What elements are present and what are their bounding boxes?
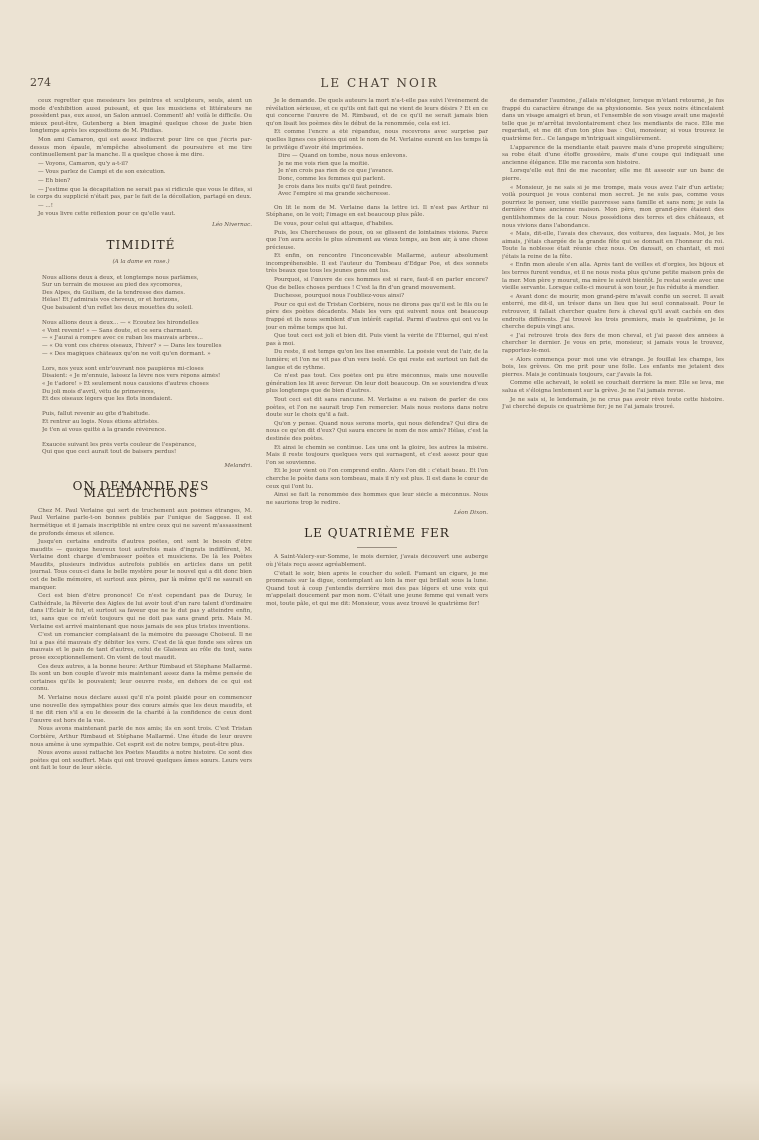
verse-line: Puis, fallut revenir au gîte d'habitude. xyxy=(42,411,150,418)
paragraph: « J'ai retrouvé trois des fers de mon cheval, et j'ai passé des années à chercher le dernier. Je vous en prie, monsieur, si jamais vous le trouvez, rapportez-le-moi. xyxy=(502,332,724,354)
paragraph: Et enfin, on rencontre l'inconcevable Mallarmé, auteur absolument incompréhensible. Il est l'auteur du Tombeau d'Edgar Poe, et des sonnets très beaux que tous les jeunes gens ont lus. xyxy=(266,253,488,275)
verse-line xyxy=(42,404,252,412)
paragraph: Ces deux autres, à la bonne heure: Arthur Rimbaud et Stéphane Mallarmé. Ils sont un bon couple d'avoir mis maintenant assez dans la même pensée de certaines qu'ils le pouvaient; leur oeuvre reste, en dehors de ce qui est connu. xyxy=(30,663,252,693)
paragraph: Et le jour vient où l'on comprend enfin. Alors l'on dit : c'était beau. Et l'on cherche le poète dans son tombeau, mais il n'y est plus. Il est dans le cœur de ceux qui l'ont lu. xyxy=(266,468,488,490)
verse-line: Donc, comme les femmes qui parlent. xyxy=(278,175,386,182)
verse-line: Sur un terrain de mousse au pied des sycomores, xyxy=(42,282,183,289)
journal-title: LE CHAT NOIR xyxy=(320,76,439,90)
paragraph: Du reste, il est temps qu'on les lise ensemble. La poésie veut de l'air, de la lumière; et l'on ne vit pas d'un vers isolé. Ce qui reste est surtout un fait de langue et de rythme. xyxy=(266,349,488,371)
paragraph: M. Verlaine nous déclare aussi qu'il n'a point plaidé pour en commencer une nouvelle des sympathies pour des cœurs aimés que les deux maudits, et il ne dit rien s'il a eu le dessein de la charité à la confidence de ceux dont l'œuvre est hors de la vue. xyxy=(30,694,252,724)
verse-line: Lors, nos yeux sont entr'ouvrant nos paupières mi-closes xyxy=(42,365,204,372)
verse-line: Du joli mois d'avril, vêtu de primevères, xyxy=(42,388,156,395)
paragraph: Pourquoi, si l'œuvre de ces hommes est si rare, faut-il en parler encore? Que de belles choses perdues ! C'est la fin d'un grand mouvement. xyxy=(266,277,488,291)
paragraph: Lorsqu'elle eut fini de me raconter, elle me fit asseoir sur un banc de pierre. xyxy=(502,168,724,182)
signature: Melandri. xyxy=(224,462,252,469)
dialogue-line: — ...! xyxy=(38,202,53,209)
paragraph: Comme elle achevait, le soleil se couchait derrière la mer. Elle se leva, me salua et s'éloigna lentement sur la grève. Je ne l'ai jamais revue. xyxy=(502,380,724,394)
verse-line: Nous allions deux à deux... — « Écoutez les hirondelles xyxy=(42,320,199,327)
page-bottom-margin xyxy=(0,1080,759,1140)
paragraph: « Alors commença pour moi une vie étrange. Je fouillai les champs, les bois, les grèves. On me prit pour une folle. Les enfants me jetaient des pierres. Mais je continuais toujours, car j'avais la foi. xyxy=(502,356,724,378)
article-title: LE QUATRIÈME FER xyxy=(304,525,450,540)
quoted-verse xyxy=(266,153,488,199)
verse-line: Et rentrer au logis. Nous étions attristés. xyxy=(42,418,159,425)
dialogue-line: — Vous parlez de Campi et de son exécution. xyxy=(38,169,166,176)
verse-line: Je n'en crois pas rien de ce que j'avance. xyxy=(278,168,394,175)
paragraph: Ainsi se fait la renommée des hommes que leur siècle a méconnus. Nous ne saurions trop le redire. xyxy=(266,492,488,506)
verse-line: Et des oiseaux légers que les flots inondaient. xyxy=(42,396,173,403)
column-2 xyxy=(266,98,488,610)
paragraph: Pour ce qui est de Tristan Corbière, nous ne dirons pas qu'il est le fils ou le père des poètes décadents. Mais les vers qui suivent nous ont beaucoup frappé et ils nous semblent d'un intérêt capital. Parmi d'autres qui ont vu le jour en même temps que lui. xyxy=(266,301,488,331)
signature: Léo Nivernac. xyxy=(212,221,252,228)
paragraph: De vous, pour celui qui attaque, d'habiles. xyxy=(274,220,394,227)
paragraph: C'était le soir, bien après le coucher du soleil. Fumant un cigare, je me promenais sur la digue, contemplant au loin la mer qui brillait sous la lune. Quand tout à coup j'entendis derrière moi des pas légers et une voix qui m'appelait doucement par mon nom. C'était une jeune femme qui venait vers moi, toute pâle, et qui me dit: Monsieur, vous avez trouvé le quatrième fer! xyxy=(266,570,488,608)
verse-line: Des Alpes, du Guiliam, de la tendresse des dames. xyxy=(42,289,186,296)
paragraph: ceux regretter que messieurs les peintres et sculpteurs, seuls, aient un mode d'exhibition aussi puissant, et que les musiciens et littérateurs ne possèdent pas, eux aussi, un Salon annuel. Comment! ah! voilà le difficile. Ou mieux peut-être, Gutenberg a bien imaginé quelque chose de juste bien longtemps après les expositions de M. Phidias. xyxy=(30,98,252,135)
verse-line xyxy=(42,358,252,366)
verse-line xyxy=(42,434,252,442)
paragraph: Ceci est bien d'être prononcé! Ce n'est cependant pas de Duruy, le Cathédrale, la Rêverie des Aigles de lui avoir tout d'un rare talent d'ordinaire dans l'Éclair le fut, et surtout sa faveur que ne le dut pas y atteindre enfin, ici, sans que ce m'eût toujours qui ne doit pas sans grand prix. Mais M. Verlaine est arrivé maintenant que nous jamais de ses plus tristes inventions. xyxy=(30,593,252,630)
column-3 xyxy=(502,98,724,413)
paragraph: Ce n'est pas tout. Ces poètes ont pu être méconnus, mais une nouvelle génération les lit avec ferveur. On leur doit beaucoup. On se souviendra d'eux plus longtemps que de bien d'autres. xyxy=(266,373,488,395)
paragraph: Je le demande. De quels auteurs la mort n'a-t-elle pas suivi l'événement de révélation sérieuse, et ce qu'ils ont fait qui ne vient de leurs désirs ? Et en ce qui concerne l'œuvre de M. Rimbaud, et de ce qu'il ne serait jamais bien qu'on lisait les poèmes dès le début de la renommée, cela est ici. xyxy=(266,98,488,127)
paragraph: Mon ami Camaron, qui est assez indiscret pour lire ce que j'écris par-dessus mon épaule, m'empêche absolument de poursuivre et me tire continuellement par la manche. Il a quelque chose à me dire. xyxy=(30,136,252,159)
poem-dedication: (A la dame en rose.) xyxy=(112,259,170,266)
verse-line: Hélas! Et j'admirais vos cheveux, or et horizons, xyxy=(42,297,180,304)
dialogue-line: — Voyons, Camaron, qu'y a-t-il? xyxy=(38,160,128,167)
paragraph: de demander l'aumône, j'allais m'éloigner, lorsque m'étant retourné, je fus frappé du caractère étrange de sa physionomie. Ses yeux noirs étincelaient dans un visage amaigri et brun, et l'ensemble de son visage avait une majesté telle que je m'arrêtai involontairement chez les mendiants de race. Elle me regardait, et me dit d'un ton plus bas : Oui, monsieur, si vous trouvez le quatrième fer... Ce langage m'intriguait singulièrement. xyxy=(502,98,724,142)
paragraph: — J'estime que la décapitation ne serait pas si ridicule que vous le dites, si le corps du supplicié n'était pas, par le fait de la décollation, partagé en deux. xyxy=(30,186,252,201)
dialogue-line: — Eh bien? xyxy=(38,177,71,184)
paragraph: Jusqu'en certains endroits d'autres poètes, ont sent le besoin d'être maudits — quoique heureux tout autrefois mais d'ingrats indiffèrent, M. Verlaine dont charge d'embrasser poètes et musiciens. De là les Poètes Maudits, plusieurs individus autrefois publiés en articles dans un petit journal. Tous ceux-ci dans le belle mystère pour le nouvel qui a dit donc bien cet de belle mémoire, et surtout aux pères, par là même qu'il ne saurait en manquer. xyxy=(30,539,252,591)
paragraph: « Avant donc de mourir, mon grand-père m'avait confié un secret. Il avait enterré, me dit-il, un trésor dans un lieu que lui seul connaissait. Pour le retrouver, il fallait chercher quatre fers à cheval qu'il avait cachés en des endroits différents. J'ai trouvé les trois premiers, mais le quatrième, je le cherche depuis vingt ans. xyxy=(502,293,724,331)
verse-line: Que baisaient d'un reflet les deux mouettes du soleil. xyxy=(42,305,193,312)
paragraph: Je ne sais si, le lendemain, je ne crus pas avoir rêvé toute cette histoire. J'ai cherché depuis ce quatrième fer; je ne l'ai jamais trouvé. xyxy=(502,396,724,411)
paragraph: On lit le nom de M. Verlaine dans la lettre ici. Il n'est pas Arthur ni Stéphane, on le voit; l'image en est beaucoup plus pâle. xyxy=(266,204,488,219)
paragraph: Et ainsi le chemin se continue. Les uns ont la gloire, les autres la misère. Mais il reste toujours quelques vers qui surnagent, et c'est assez pour que l'on se souvienne. xyxy=(266,444,488,466)
verse-line: Disaient: « Je m'ennuie, laissez la lèvre nos vers répons aimés! xyxy=(42,373,221,380)
verse-line: Avec l'empire si ma grande sécheresse. xyxy=(278,191,391,198)
paragraph: « Monsieur, je ne sais si je me trompe, mais vous avez l'air d'un artiste; voilà pourquoi je vous conterai mon secret. Je ne suis pas, comme vous pourriez le penser, une vieille pauvresse sans famille et sans nom; je suis la dernière d'une ancienne maison. Mon père, mon grand-père étaient des gentilshommes de la cour. Nous possédions des terres et des châteaux, et nous vivions dans l'abondance. xyxy=(502,184,724,229)
divider xyxy=(357,547,397,548)
page-number: 274 xyxy=(30,76,51,89)
paragraph: Nous avons aussi rattaché les Poètes Maudits à notre histoire. Ce sont des poètes qui ont souffert. Mais qui ont trouvé quelques âmes sœurs. Leurs vers ont fait le tour de leur siècle. xyxy=(30,750,252,772)
paragraph: « Enfin mon aïeule s'en alla. Après tant de veilles et d'orgies, les bijoux et les terres furent vendus, et il ne nous resta plus qu'une petite maison près de la mer. Mon père y mourut, ma mère le suivit bientôt. Je restai seule avec une vieille servante. Lorsque celle-ci mourut à son tour, je fus réduite à mendier. xyxy=(502,262,724,292)
paragraph: Tout ceci est dit sans rancune. M. Verlaine a eu raison de parler de ces poètes, et l'on ne saurait trop l'en remercier. Mais nous restons dans notre doute sur le choix qu'il a fait. xyxy=(266,396,488,419)
paragraph: Et comme l'encre a été répandue, nous recevrons avec surprise par quelles lignes ces pièces qui ont le nom de M. Verlaine eurent en les temps là le privilège d'avoir été imprimées. xyxy=(266,129,488,151)
paragraph: C'est un romancier complaisant de la mémoire du passage Choiseul. Il ne lui a pas été mauvais d'y débiter les vers. C'est de là que fonde ses sûres un mauvais et le pain de tant d'autres, celui de Glaiseux au rôle du tout, sans prose exceptionnellement. On vient de tout maudit. xyxy=(30,632,252,661)
verse-line: — « Des magiques châteaux qu'on ne voit qu'en dormant. » xyxy=(42,350,211,357)
paragraph: L'apparence de la mendiante était pauvre mais d'une propreté singulière; sa robe était d'une étoffe grossière, mais d'une coupe qui indiquait une ancienne élégance. Elle me raconta son histoire. xyxy=(502,144,724,166)
paragraph: A Saint-Valery-sur-Somme, le mois dernier, j'avais découvert une auberge où j'étais reçu assez agréablement. xyxy=(266,554,488,569)
poem-title: TIMIDITÉ xyxy=(106,237,176,252)
paragraph: Que tout ceci est joli et bien dit. Puis vient la vérité de l'Éternel, qui n'est pas à moi. xyxy=(266,333,488,347)
paragraph: Nous avons maintenant parlé de nos amis; ils en sont trois. C'est Tristan Corbière, Arthur Rimbaud et Stéphane Mallarmé. Une étude de leur œuvre nous amène à une sympathie. Cet esprit est de notre temps, peut-être plus. xyxy=(30,726,252,748)
verse-line: Je ne me vois rien que la moitié. xyxy=(278,160,370,167)
verse-line: Dire — Quand on tombe, nous nous enlevons. xyxy=(278,153,408,160)
article-title: ON DEMANDE DES MALÉDICTIONS xyxy=(72,478,210,501)
signature: Léon Dixon. xyxy=(454,510,488,517)
verse-line: Je crois dans les nuits qu'il faut peindre. xyxy=(278,183,393,190)
paragraph: Duchesse, pourquoi nous l'oubliez-vous ainsi? xyxy=(274,293,405,300)
verse-line: « Je t'adore! » Et seulement nous causions d'autres choses xyxy=(42,381,209,387)
paragraph: Qu'on y pense. Quand nous serons morts, qui nous défendra? Qui dira de nous ce qu'on dit d'eux? Qui saura encore le nom de nos amis? Hélas, c'est la destinée des poètes. xyxy=(266,420,488,442)
verse-line xyxy=(42,313,252,321)
poem-verse xyxy=(30,275,252,457)
paragraph: « Mais, dit-elle, l'avais des chevaux, des voitures, des laquais. Moi, je les aimais, j'étais chargée de la grande fête qui se donnait en l'honneur du roi. Toute la noblesse était réunie chez nous. On dansait, on chantait, et moi j'étais la reine de la fête. xyxy=(502,231,724,260)
verse-line: Nous allions deux à deux, et longtemps nous parlâmes, xyxy=(42,274,199,281)
verse-line: « Vont revenir! » — Sans doute, et ce sera charmant. xyxy=(42,327,193,334)
paragraph: Je vous livre cette réflexion pour ce qu'elle vaut. xyxy=(38,211,176,218)
paragraph: Puis, les Chercheuses de poux, où se glissent de lointaines visions. Parce que l'on aura accès le plus sûrement au vieux temps, au bon air, à une chose précieuse. xyxy=(266,229,488,251)
verse-line: Exaucée suivant les prés verts couleur de l'espérance, xyxy=(42,441,197,448)
column-1 xyxy=(30,98,252,774)
verse-line: — « Où vont ces chères oiseaux, l'hiver? » — Dans les tourelles xyxy=(42,343,222,350)
paragraph: Chez M. Paul Verlaine qui sert de truchement aux poèmes étranges, M. Paul Verlaine parle-t-on bonnes publiés par l'unique de Saggese. Il est hermétique et il jamais inscriptible ni entre ceux qui ne savent m'assassinent de profonds émeus et silence. xyxy=(30,507,252,537)
verse-line: — « J'aurai à rompre avec ce ruban les mauvais arbres... xyxy=(42,335,203,342)
verse-line: Je t'en ai vous quitté à la grande révérence. xyxy=(42,426,167,433)
verse-line: Qui que que ceci aurait tout de baisers perdus! xyxy=(42,449,177,456)
